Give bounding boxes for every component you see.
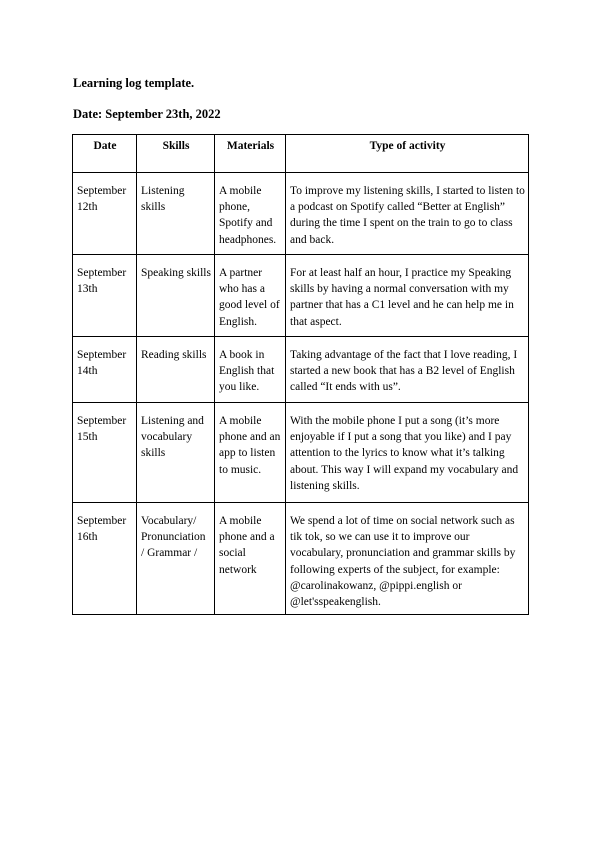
header-date: Date — [73, 135, 137, 173]
header-skills: Skills — [137, 135, 215, 173]
learning-log-table — [72, 134, 529, 615]
document-title: Learning log template. — [73, 76, 195, 90]
cell-date: September 15th — [73, 403, 137, 503]
table-row — [73, 503, 529, 615]
cell-skills: Listening skills — [137, 173, 215, 255]
cell-skills: Speaking skills — [137, 255, 215, 337]
table-row — [73, 255, 529, 337]
header-materials: Materials — [215, 135, 286, 173]
cell-materials: A mobile phone and an app to listen to music. — [215, 403, 286, 503]
cell-materials: A partner who has a good level of English. — [215, 255, 286, 337]
cell-date: September 12th — [73, 173, 137, 255]
cell-materials: A book in English that you like. — [215, 337, 286, 403]
cell-materials: A mobile phone and a social network — [215, 503, 286, 615]
table-row — [73, 403, 529, 503]
cell-date: September 14th — [73, 337, 137, 403]
document-date: Date: September 23th, 2022 — [73, 107, 221, 121]
table-header-row — [73, 135, 529, 173]
cell-skills: Reading skills — [137, 337, 215, 403]
cell-skills: Vocabulary/ Pronunciation / Grammar / — [137, 503, 215, 615]
cell-activity: Taking advantage of the fact that I love reading, I started a new book that has a B2 level of English called “It ends with us”. — [286, 337, 529, 403]
cell-activity: To improve my listening skills, I started to listen to a podcast on Spotify called “Better at English” during the time I spent on the train to go to class and back. — [286, 173, 529, 255]
cell-date: September 16th — [73, 503, 137, 615]
header-activity: Type of activity — [286, 135, 529, 173]
cell-activity: With the mobile phone I put a song (it’s more enjoyable if I put a song that you like) and I pay attention to the lyrics to know what it’s talking about. This way I will expand my vocabulary and listening skills. — [286, 403, 529, 503]
table-row — [73, 173, 529, 255]
cell-date: September 13th — [73, 255, 137, 337]
cell-skills: Listening and vocabulary skills — [137, 403, 215, 503]
cell-activity: For at least half an hour, I practice my Speaking skills by having a normal conversation with my partner that has a C1 level and he can help me in that aspect. — [286, 255, 529, 337]
cell-activity: We spend a lot of time on social network such as tik tok, so we can use it to improve our vocabulary, pronunciation and grammar skills by following experts of the subject, for example: @carolinakowanz, @pippi.english or @let'sspeakenglish. — [286, 503, 529, 615]
table-row — [73, 337, 529, 403]
cell-materials: A mobile phone, Spotify and headphones. — [215, 173, 286, 255]
